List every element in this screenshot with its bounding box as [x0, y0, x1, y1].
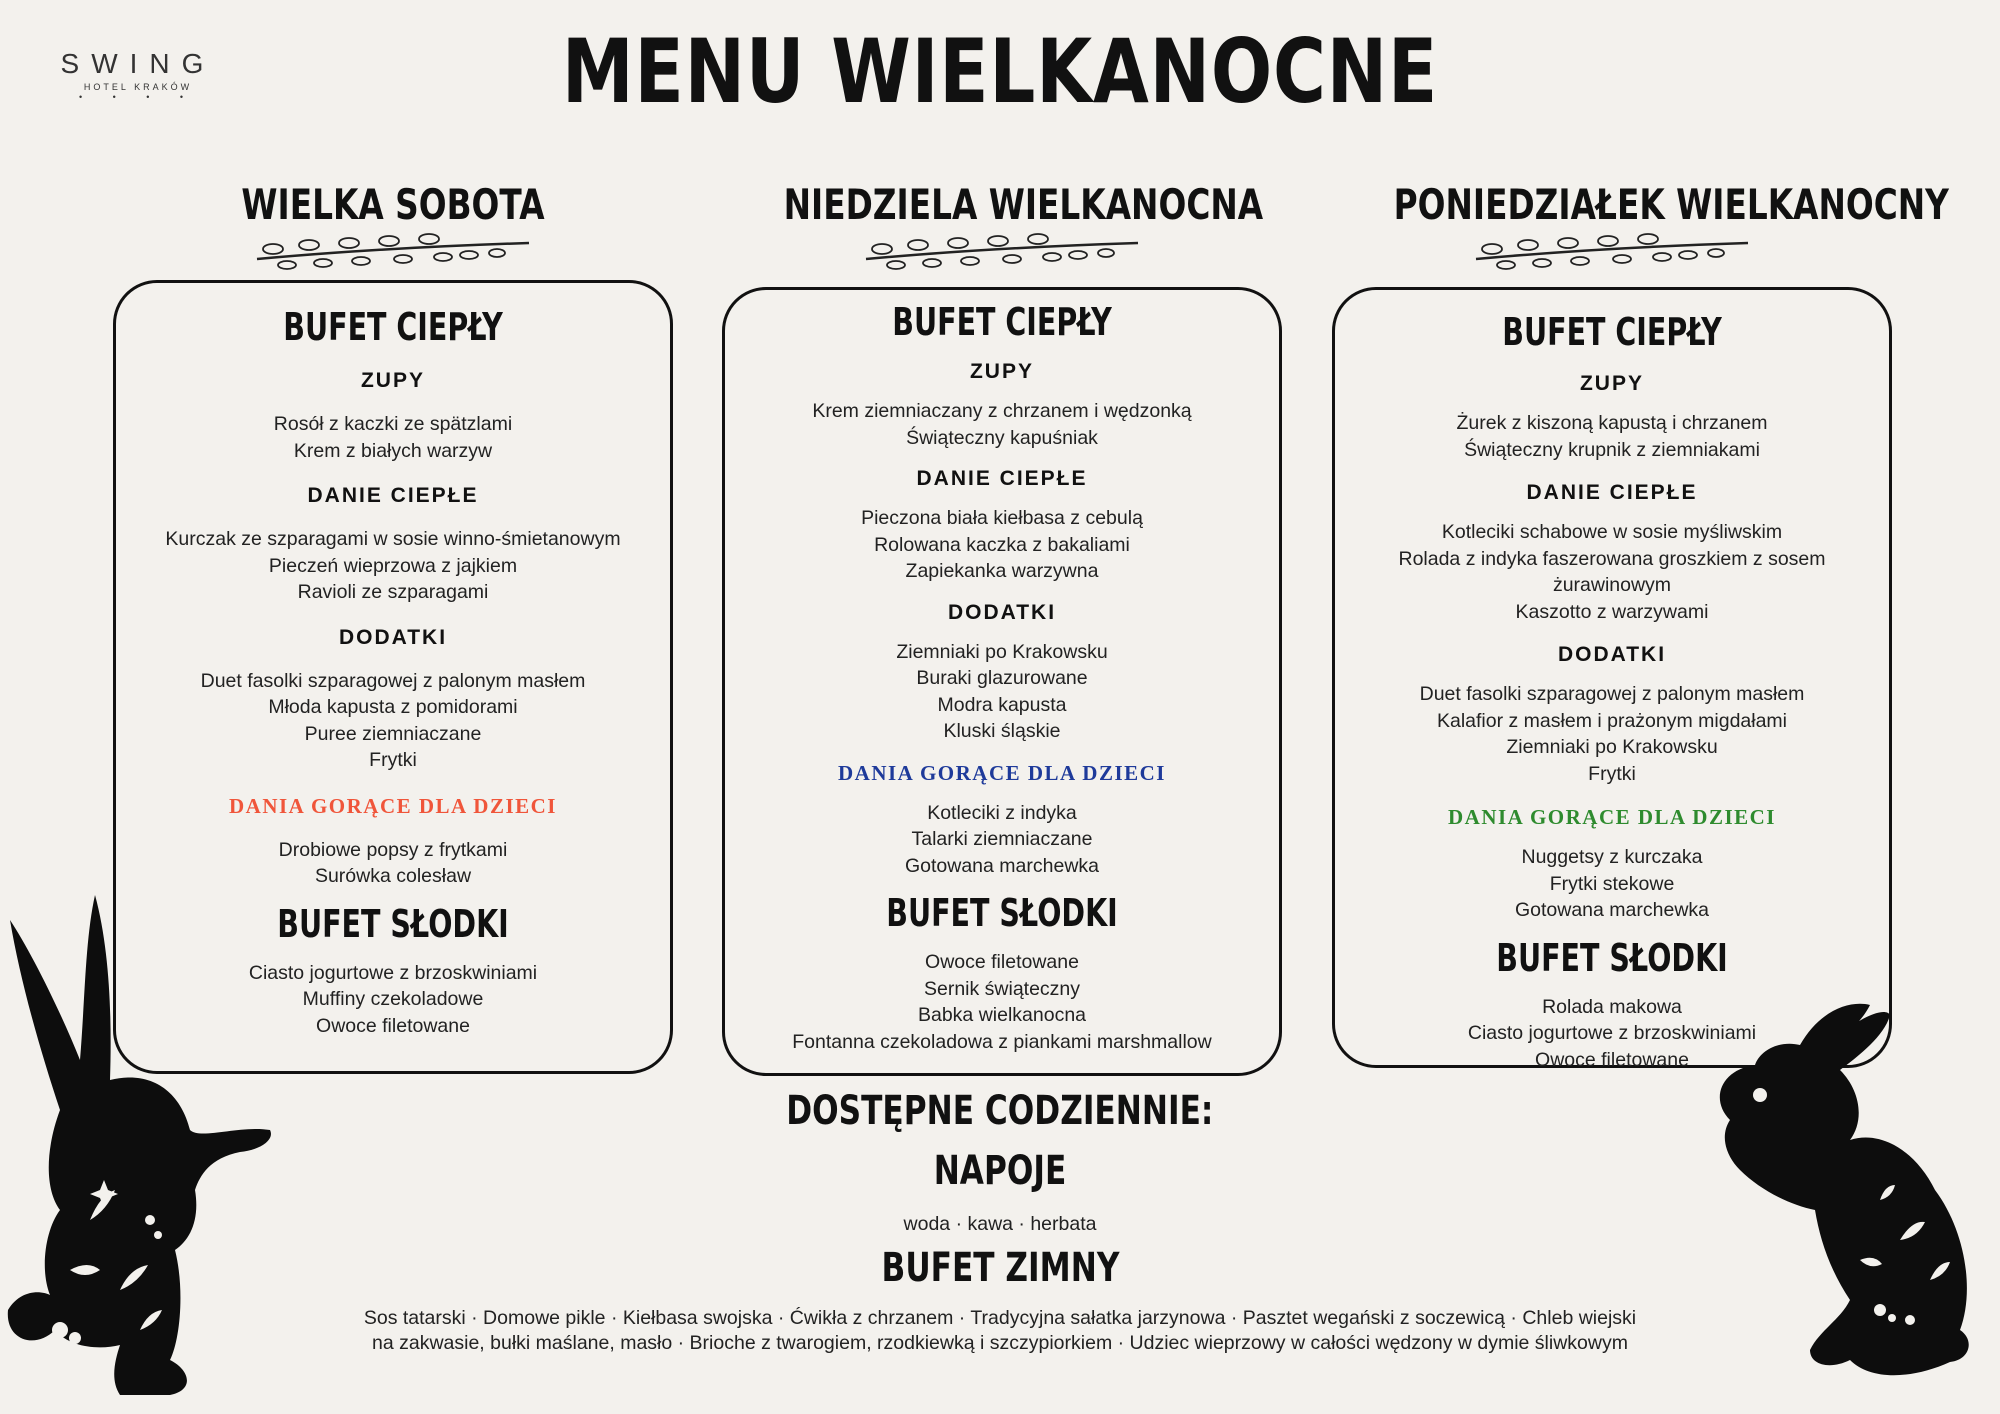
soup-item: Świąteczny kapuśniak [906, 426, 1098, 449]
sweet-item: Ciasto jogurtowe z brzoskwiniami [248, 961, 538, 984]
cold-buffet-title: BUFET ZIMNY [881, 1245, 1119, 1291]
sides-heading: DODATKI [338, 625, 448, 649]
menu-card [722, 287, 1282, 1076]
soups-heading: ZUPY [360, 369, 425, 392]
sides-heading: DODATKI [947, 600, 1057, 624]
sweet-buffet-title: BUFET SŁODKI [1496, 935, 1728, 980]
cold-buffet-line-2: na zakwasie, bułki maślane, masło · Brioche z twarogiem, rzodkiewką i szczypiorkiem · Udziec wieprzowy w całości wędzony w dymie śliwkowym [372, 1332, 1628, 1354]
sweet-item: Fontanna czekoladowa z piankami marshmallow [792, 1030, 1212, 1053]
sides-heading: DODATKI [1557, 643, 1667, 666]
drinks-title: NAPOJE [933, 1148, 1067, 1194]
kids-item: Talarki ziemniaczane [911, 828, 1093, 850]
main-dish-item: Rolowana kaczka z bakaliami [874, 533, 1130, 556]
side-item: Kalafior z masłem i prażonym migdałami [1436, 709, 1788, 732]
drinks-items: woda · kawa · herbata [903, 1213, 1097, 1235]
sweet-item: Muffiny czekoladowe [302, 988, 484, 1010]
hot-buffet-title: BUFET CIEPŁY [283, 305, 503, 349]
branch-decoration [1472, 229, 1752, 273]
day-title: NIEDZIELA WIELKANOCNA [783, 180, 1264, 229]
kids-item: Kotleciki z indyka [927, 801, 1077, 824]
side-item: Modra kapusta [937, 693, 1067, 716]
main-dish-item: Zapiekanka warzywna [905, 560, 1099, 582]
main-dish-item: Pieczeń wieprzowa z jajkiem [268, 554, 518, 577]
sweet-item: Sernik świąteczny [923, 977, 1081, 1000]
column-monday [1332, 180, 1949, 1071]
sweet-buffet-title: BUFET SŁODKI [277, 901, 509, 946]
sweet-buffet-title: BUFET SŁODKI [886, 891, 1118, 935]
side-item: Puree ziemniaczane [304, 722, 482, 745]
kids-heading: DANIA GORĄCE DLA DZIECI [838, 760, 1166, 785]
sweet-item: Owoce filetowane [925, 951, 1079, 973]
main-dish-item: Kurczak ze szparagami w sosie winno-śmietanowym [165, 528, 621, 550]
day-title: WIELKA SOBOTA [241, 180, 545, 229]
daily-title: DOSTĘPNE CODZIENNIE: [786, 1088, 1214, 1134]
side-item: Młoda kapusta z pomidorami [268, 696, 518, 718]
side-item: Ziemniaki po Krakowsku [896, 640, 1108, 663]
main-dish-item: Kotleciki schabowe w sosie myśliwskim [1441, 521, 1783, 543]
kids-item: Surówka colesław [314, 865, 472, 887]
kids-item: Gotowana marchewka [1514, 899, 1709, 921]
mains-heading: DANIE CIEPŁE [1526, 481, 1698, 504]
sweet-item: Ciasto jogurtowe z brzoskwiniami [1467, 1022, 1757, 1044]
sweet-item: Owoce filetowane [1535, 1048, 1689, 1071]
column-saturday [113, 180, 673, 1037]
mains-heading: DANIE CIEPŁE [307, 484, 479, 507]
soup-item: Świąteczny krupnik z ziemniakami [1464, 438, 1760, 461]
mains-heading: DANIE CIEPŁE [916, 467, 1088, 490]
soups-heading: ZUPY [969, 360, 1034, 383]
soup-item: Krem z białych warzyw [293, 439, 493, 462]
sweet-item: Rolada makowa [1542, 995, 1682, 1018]
kids-heading: DANIA GORĄCE DLA DZIECI [1448, 805, 1776, 829]
main-dish-item: Pieczona biała kiełbasa z cebulą [861, 507, 1143, 529]
kids-item: Frytki stekowe [1549, 872, 1675, 895]
rabbit-right-illustration [1700, 1000, 2000, 1414]
hot-buffet-title: BUFET CIEPŁY [892, 300, 1112, 344]
side-item: Duet fasolki szparagowej z palonym masłem [1419, 683, 1805, 705]
branch-decoration [253, 229, 533, 273]
logo-subtitle: HOTEL KRAKÓW [83, 82, 193, 92]
kids-item: Nuggetsy z kurczaka [1521, 846, 1703, 868]
side-item: Kluski śląskie [943, 720, 1061, 742]
column-sunday [722, 180, 1282, 1053]
soup-item: Rosół z kaczki ze spätzlami [273, 413, 513, 435]
kids-heading: DANIA GORĄCE DLA DZIECI [229, 793, 557, 818]
logo-dots: • • • • [78, 92, 198, 102]
logo-word: SWING [60, 48, 216, 79]
side-item: Ziemniaki po Krakowsku [1506, 736, 1718, 758]
main-dish-item: Kaszotto z warzywami [1515, 600, 1709, 623]
rabbit-left-illustration [0, 890, 290, 1414]
day-title: PONIEDZIAŁEK WIELKANOCNY [1393, 180, 1949, 229]
soup-item: Krem ziemniaczany z chrzanem i wędzonką [812, 400, 1192, 422]
soup-item: Żurek z kiszoną kapustą i chrzanem [1456, 412, 1768, 434]
main-dish-item: Ravioli ze szparagami [297, 581, 489, 603]
side-item: Buraki glazurowane [916, 667, 1088, 689]
page-title: MENU WIELKANOCNE [561, 20, 1439, 123]
sweet-item: Owoce filetowane [316, 1014, 470, 1037]
sweet-item: Babka wielkanocna [917, 1004, 1087, 1026]
main-dish-item: Rolada z indyka faszerowana groszkiem z sosem [1398, 547, 1826, 570]
soups-heading: ZUPY [1579, 372, 1644, 395]
branch-decoration [862, 229, 1142, 273]
kids-item: Gotowana marchewka [904, 854, 1099, 877]
menu-card [1332, 287, 1892, 1071]
main-dish-item: żurawinowym [1552, 574, 1672, 596]
side-item: Frytki [1588, 762, 1636, 785]
cold-buffet-line-1: Sos tatarski · Domowe pikle · Kiełbasa swojska · Ćwikła z chrzanem · Tradycyjna sałatka jarzynowa · Pasztet wegański z soczewicą · Chleb wiejski [363, 1307, 1637, 1329]
side-item: Frytki [369, 749, 417, 771]
side-item: Duet fasolki szparagowej z palonym masłem [200, 669, 586, 692]
hot-buffet-title: BUFET CIEPŁY [1502, 310, 1722, 354]
kids-item: Drobiowe popsy z frytkami [278, 838, 508, 861]
